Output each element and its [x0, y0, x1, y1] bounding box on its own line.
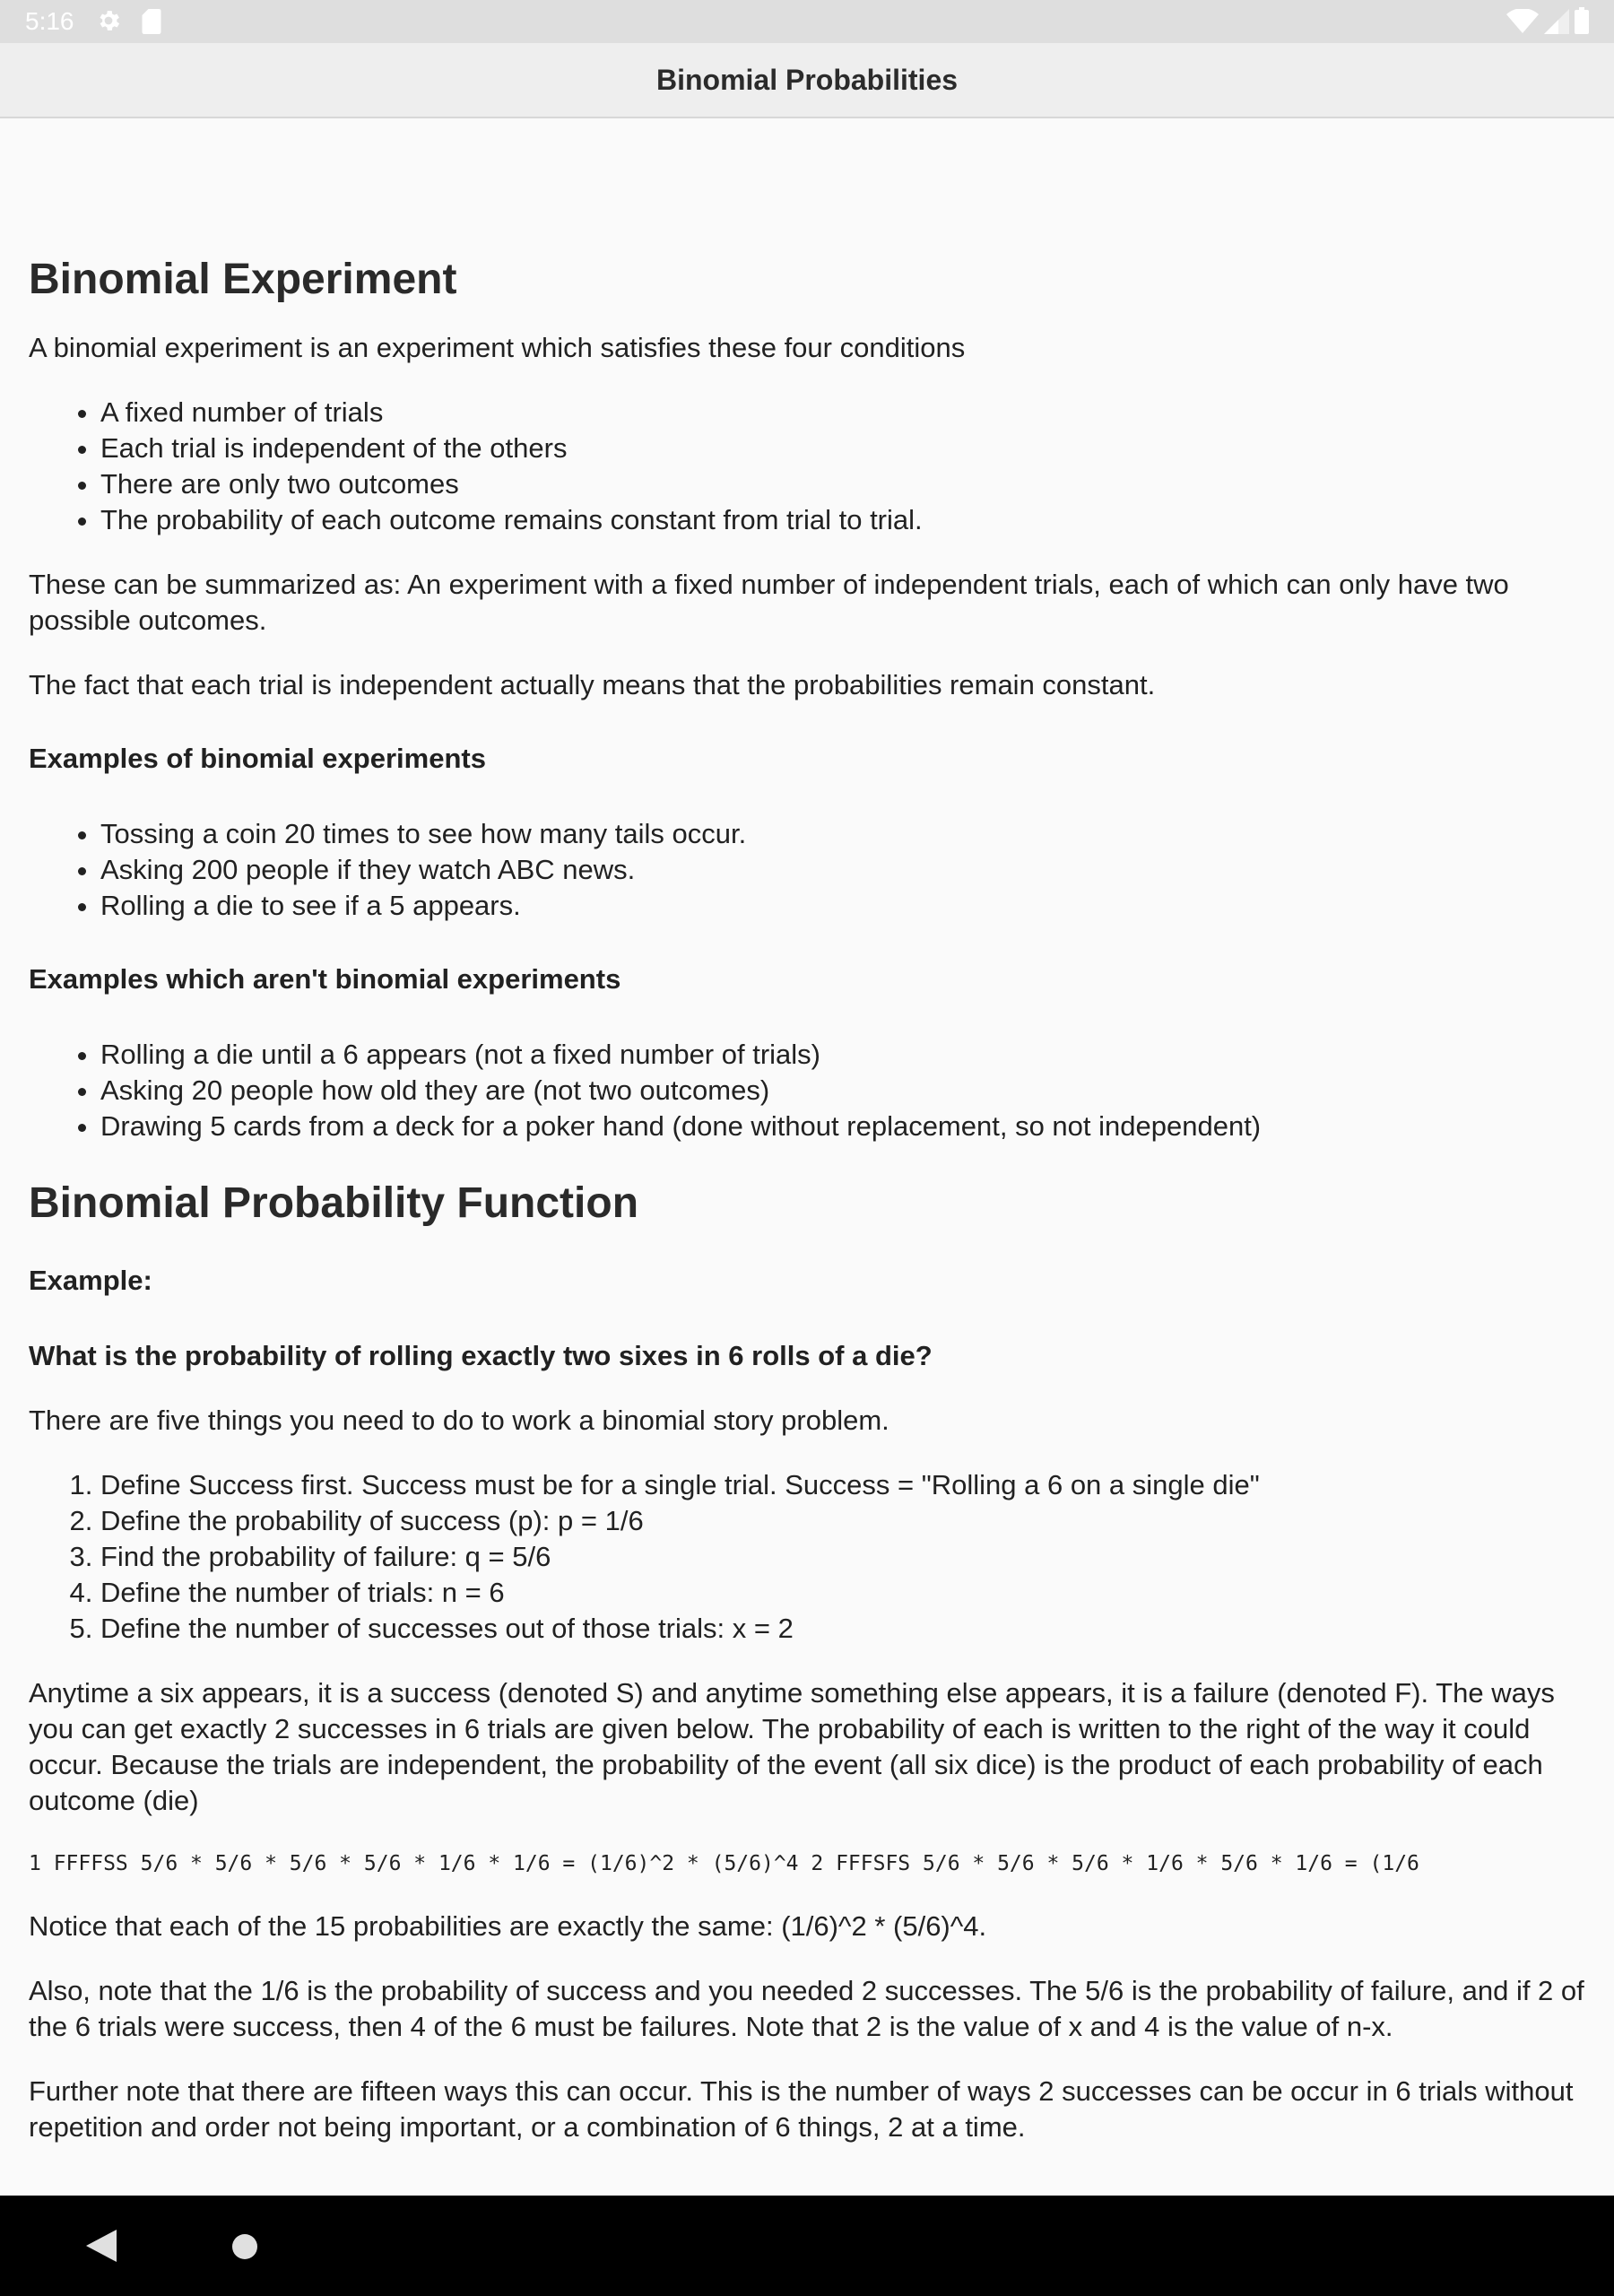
steps-list: [29, 1467, 1589, 1647]
back-icon[interactable]: [86, 2230, 117, 2262]
list-item: • The probability of each outcome remains constant from trial to trial.: [100, 502, 1589, 538]
summary-paragraph: These can be summarized as: An experiment with a fixed number of independent trials, each of which can only have two possible outcomes.: [29, 569, 1509, 636]
list-item: • Tossing a coin 20 times to see how many tails occur.: [100, 816, 1589, 852]
fact-paragraph: The fact that each trial is independent actually means that the probabilities remain constant.: [29, 669, 1156, 700]
list-item: • Rolling a die to see if a 5 appears.: [100, 888, 1589, 924]
cell-signal-icon: [1544, 9, 1569, 34]
also-note-paragraph: Also, note that the 1/6 is the probability of success and you needed 2 successes. The 5/6 is the probability of failure, and if 2 of the 6 trials were success, then 4 of the 6 must be failures. Note that 2 is the value of x and 4 is the value of n-x.: [29, 1975, 1584, 2042]
list-item: • There are only two outcomes: [100, 466, 1589, 502]
list-item: 3. Find the probability of failure: q = 5/6: [100, 1539, 1589, 1575]
list-item: 4. Define the number of trials: n = 6: [100, 1575, 1589, 1611]
list-item: • Each trial is independent of the others: [100, 430, 1589, 466]
heading-binomial-experiment: Binomial Experiment: [29, 256, 457, 303]
examples-list: [29, 816, 1589, 924]
list-item: • Drawing 5 cards from a deck for a poker hand (done without replacement, so not independent): [100, 1109, 1589, 1144]
status-bar: [0, 0, 1614, 43]
list-item: 5. Define the number of successes out of those trials: x = 2: [100, 1611, 1589, 1647]
app-title: Binomial Probabilities: [655, 64, 959, 96]
navigation-bar: [0, 2196, 1614, 2296]
gear-icon: [95, 7, 122, 34]
outcomes-code-block[interactable]: 1 FFFFSS 5/6 * 5/6 * 5/6 * 5/6 * 1/6 * 1/6 = (1/6)^2 * (5/6)^4 2 FFFSFS 5/6 * 5/6 * 5/6 * 1/6 * 5/6 * 1/6 = (1/6: [29, 1852, 1419, 1875]
list-item: 2. Define the probability of success (p): p = 1/6: [100, 1503, 1589, 1539]
sd-card-icon: [142, 9, 161, 34]
app-bar: [0, 43, 1614, 118]
list-item: • Rolling a die until a 6 appears (not a fixed number of trials): [100, 1037, 1589, 1073]
heading-binomial-probability-function: Binomial Probability Function: [29, 1179, 639, 1227]
list-item: 1. Define Success first. Success must be for a single trial. Success = "Rolling a 6 on a single die": [100, 1467, 1589, 1503]
home-icon[interactable]: [231, 2233, 258, 2260]
non-examples-heading: Examples which aren't binomial experiments: [29, 963, 621, 995]
examples-heading: Examples of binomial experiments: [29, 743, 486, 774]
example-label: Example:: [29, 1265, 152, 1296]
list-item: • Asking 200 people if they watch ABC news.: [100, 852, 1589, 888]
conditions-list: [29, 395, 1589, 538]
wifi-icon: [1506, 9, 1539, 34]
article-content[interactable]: [29, 118, 1589, 2196]
notice-paragraph: Notice that each of the 15 probabilities are exactly the same: (1/6)^2 * (5/6)^4.: [29, 1910, 987, 1942]
further-note-paragraph: Further note that there are fifteen ways this can occur. This is the number of ways 2 successes can be occur in 6 trials without repetition and order not being important, or a combination of 6 things, 2 at a time.: [29, 2075, 1574, 2143]
example-question: What is the probability of rolling exactly two sixes in 6 rolls of a die?: [29, 1340, 933, 1371]
intro-paragraph: A binomial experiment is an experiment which satisfies these four conditions: [29, 332, 966, 363]
list-item: • Asking 20 people how old they are (not two outcomes): [100, 1073, 1589, 1109]
list-item: • A fixed number of trials: [100, 395, 1589, 430]
battery-icon: [1575, 7, 1589, 34]
status-time: 5:16: [25, 7, 74, 35]
five-things-paragraph: There are five things you need to do to work a binomial story problem.: [29, 1405, 889, 1436]
non-examples-list: [29, 1037, 1589, 1144]
anytime-paragraph: Anytime a six appears, it is a success (denoted S) and anytime something else appears, it is a failure (denoted F). The ways you can get exactly 2 successes in 6 trials are given below. The probability of each is written to the right of the way it could occur. Because the trials are independent, the probability of the event (all six dice) is the product of each probability of each outcome (die): [29, 1677, 1555, 1816]
